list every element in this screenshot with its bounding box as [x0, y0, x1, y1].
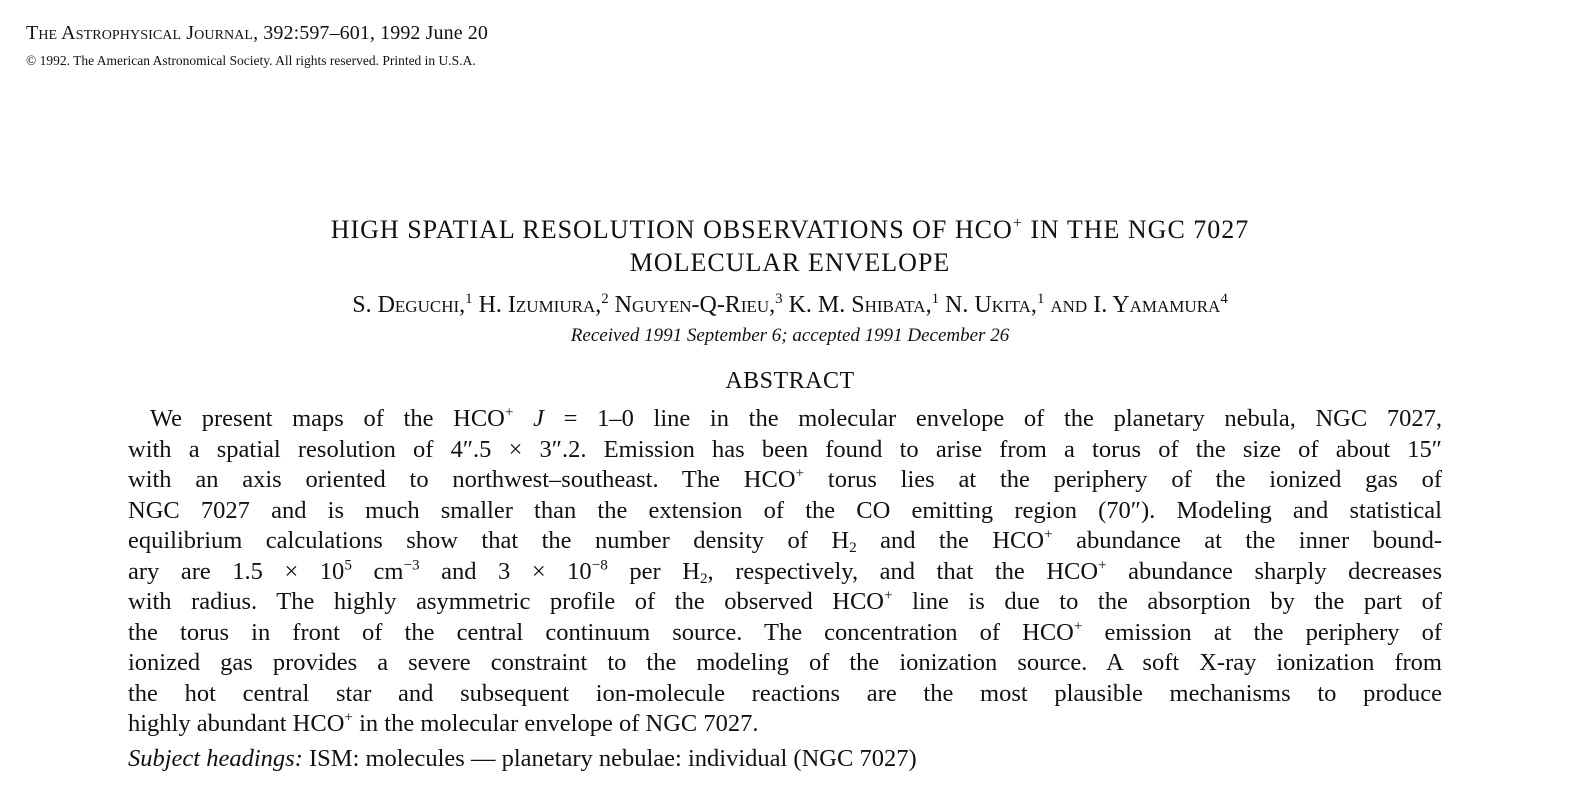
abstract-line: the hot central star and subsequent ion-molecule reactions are the most plausible mechanisms to produce — [128, 679, 1442, 707]
paper-title-line-1 — [0, 215, 1580, 245]
abstract-line: We present maps of the HCO+ J = 1–0 line in the molecular envelope of the planetary nebula, NGC 7027, — [150, 403, 1442, 432]
affiliation-marker: 1 — [465, 290, 473, 307]
abstract-line: the torus in front of the central continuum source. The concentration of HCO+ emission at the periphery of — [128, 617, 1442, 646]
abstract-line: ionized gas provides a severe constraint to the modeling of the ionization source. A soft X-ray ionization from — [128, 649, 1442, 676]
paper-title-line-2: MOLECULAR ENVELOPE — [629, 248, 951, 277]
abstract-body — [128, 404, 1442, 740]
abstract-line: with an axis oriented to northwest–southeast. The HCO+ torus lies at the periphery of the ionized gas of — [128, 464, 1442, 493]
affiliation-marker: 1 — [931, 290, 940, 307]
author-name: S. Deguchi, — [352, 292, 466, 318]
affiliation-marker: 1 — [1036, 290, 1045, 307]
journal-citation — [26, 22, 488, 45]
author-name: N. Ukita, — [945, 292, 1037, 318]
title-superscript: + — [1012, 215, 1023, 233]
author-name: H. Izumiura, — [478, 292, 602, 318]
subject-headings — [128, 745, 917, 773]
journal-volume-pages-date: , 392:597–601, 1992 June 20 — [253, 22, 488, 44]
affiliation-marker: 3 — [775, 290, 783, 307]
abstract-line: equilibrium calculations show that the number density of $H_2$ and the HCO+ abundance at the inner bound- — [128, 525, 1442, 556]
affiliation-marker: 2 — [601, 290, 609, 307]
copyright-notice: © 1992. The American Astronomical Society. All rights reserved. Printed in U.S.A. — [26, 53, 476, 68]
author-list — [0, 292, 1580, 319]
received-accepted-dates: Received 1991 September 6; accepted 1991 December 26 — [570, 325, 1010, 346]
title-text: HIGH SPATIAL RESOLUTION OBSERVATIONS OF HCO — [330, 215, 1013, 244]
abstract-line: with a spatial resolution of 4″.5 × 3″.2. Emission has been found to arise from a torus of the size of about 15″ — [128, 435, 1442, 463]
abstract-heading: ABSTRACT — [725, 368, 855, 394]
abstract-line: highly abundant HCO+ in the molecular envelope of NGC 7027. — [128, 708, 759, 737]
author-name: Nguyen-Q-Rieu, — [614, 292, 776, 318]
abstract-line: with radius. The highly asymmetric profile of the observed HCO+ line is due to the absorption by the part of — [128, 586, 1442, 615]
abstract-line: NGC 7027 and is much smaller than the extension of the CO emitting region (70″). Modeling and statistical — [128, 496, 1442, 524]
author-name: and I. Yamamura — [1050, 292, 1221, 318]
subject-headings-text: ISM: molecules — planetary nebulae: individual (NGC 7027) — [302, 745, 917, 772]
subject-headings-label: Subject headings: — [128, 745, 303, 772]
author-name: K. M. Shibata, — [788, 292, 932, 318]
affiliation-marker: 4 — [1220, 290, 1228, 307]
title-text: IN THE NGC 7027 — [1022, 215, 1250, 244]
abstract-line: ary are $1.5 \times 10^5$ $cm^{-3}$ and $3 \times 10^{-8}$ per $H_2$, respectively, and that the HCO+ abundance sharply decreases — [128, 556, 1442, 587]
journal-name: The Astrophysical Journal — [26, 22, 254, 44]
